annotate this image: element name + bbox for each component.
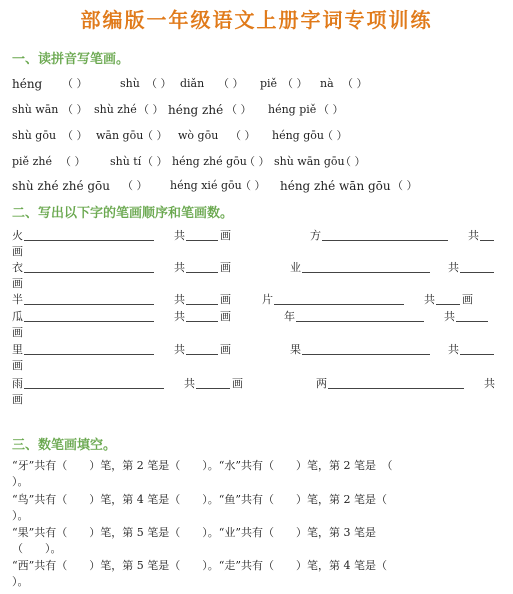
gong-label: 共 (174, 310, 185, 323)
question-text-cont[interactable]: ）。 (12, 509, 29, 522)
pinyin: héng gōu (272, 129, 324, 142)
worksheet-title: 部编版一年级语文上册字词专项训练 (80, 8, 433, 32)
hua-label: 画 (220, 261, 231, 274)
gong-label: 共 (424, 293, 435, 306)
pinyin: nà (320, 77, 334, 90)
answer-paren[interactable]: （ ） (342, 77, 368, 90)
answer-paren[interactable]: （ ） (62, 129, 88, 142)
stroke-count-line[interactable] (436, 304, 460, 305)
question-text-cont[interactable]: ）。 (12, 475, 29, 488)
gong-label: 共 (174, 261, 185, 274)
answer-paren[interactable]: （ ） (318, 103, 344, 116)
hua-label: 画 (232, 377, 243, 390)
hua-label: 画 (12, 326, 23, 339)
answer-paren[interactable]: （ ） (322, 129, 348, 142)
char-guo: 果 (290, 343, 301, 356)
stroke-count-line[interactable] (186, 304, 218, 305)
char-gua: 瓜 (12, 310, 23, 323)
question-text[interactable]: “鸟”共有（ ）笔，第 4 笔是（ ）。“鱼”共有（ ）笔，第 2 笔是（ (12, 493, 387, 506)
hua-label: 画 (12, 393, 23, 406)
pinyin-row-3 (12, 128, 507, 144)
char-ye: 业 (290, 261, 301, 274)
stroke-order-line[interactable] (24, 388, 164, 389)
pinyin: héng zhé wān gōu (280, 179, 391, 193)
stroke-count-line[interactable] (460, 272, 494, 273)
pinyin: piě (260, 77, 278, 90)
stroke-count-line[interactable] (186, 321, 218, 322)
gong-label: 共 (444, 310, 455, 323)
stroke-order-line[interactable] (328, 388, 464, 389)
answer-paren[interactable]: （ ） (142, 155, 168, 168)
answer-paren[interactable]: （ ） (122, 179, 148, 192)
char-yu: 雨 (12, 377, 23, 390)
section3-heading: 三、数笔画填空。 (12, 438, 117, 453)
stroke-count-line[interactable] (186, 354, 218, 355)
pinyin: héng zhé gōu (172, 155, 247, 168)
stroke-count-line[interactable] (186, 240, 218, 241)
answer-paren[interactable]: （ ） (60, 155, 86, 168)
pinyin: héng piě (268, 103, 317, 116)
answer-paren[interactable]: （ ） (142, 129, 168, 142)
stroke-order-line[interactable] (302, 354, 430, 355)
pinyin: piě zhé (12, 155, 52, 168)
stroke-order-line[interactable] (24, 272, 154, 273)
gong-label: 共 (174, 343, 185, 356)
stroke-order-line[interactable] (24, 354, 154, 355)
stroke-order-line[interactable] (24, 240, 154, 241)
pinyin: shù wān (12, 103, 59, 116)
stroke-count-line[interactable] (456, 321, 488, 322)
section1-heading: 一、读拼音写笔画。 (12, 52, 130, 67)
pinyin: diǎn (180, 77, 205, 90)
stroke-count-line[interactable] (480, 240, 494, 241)
hua-label: 画 (220, 310, 231, 323)
pinyin: héng zhé (168, 103, 224, 117)
hua-label: 画 (462, 293, 473, 306)
hua-label: 画 (220, 229, 231, 242)
pinyin: shù wān gōu (274, 155, 345, 168)
gong-label: 共 (448, 261, 459, 274)
answer-paren[interactable]: （ ） (146, 77, 172, 90)
stroke-question-4 (12, 558, 507, 592)
stroke-question-3 (12, 525, 507, 559)
pinyin: héng (12, 77, 43, 91)
hua-label: 画 (12, 277, 23, 290)
pinyin-row-1 (12, 76, 507, 92)
pinyin: shù gōu (12, 129, 57, 142)
answer-paren[interactable]: （ ） (230, 129, 256, 142)
stroke-order-line[interactable] (24, 304, 154, 305)
section2-heading: 二、写出以下字的笔画顺序和笔画数。 (12, 206, 234, 221)
pinyin: wān gōu (96, 129, 144, 142)
gong-label: 共 (484, 377, 495, 390)
stroke-order-line[interactable] (296, 321, 424, 322)
stroke-order-line[interactable] (274, 304, 404, 305)
gong-label: 共 (448, 343, 459, 356)
answer-paren[interactable]: （ ） (226, 103, 252, 116)
pinyin: wò gōu (178, 129, 219, 142)
answer-paren[interactable]: （ ） (240, 179, 266, 192)
hua-label: 画 (220, 343, 231, 356)
answer-paren[interactable]: （ ） (282, 77, 308, 90)
pinyin-row-4 (12, 154, 507, 170)
stroke-order-line[interactable] (24, 321, 154, 322)
stroke-count-line[interactable] (186, 272, 218, 273)
pinyin-row-2 (12, 102, 507, 118)
pinyin: héng xié gōu (170, 179, 242, 192)
answer-paren[interactable]: （ ） (392, 179, 418, 192)
answer-paren[interactable]: （ ） (244, 155, 270, 168)
pinyin-row-5 (12, 178, 507, 194)
pinyin: shù zhé zhé gōu (12, 179, 110, 193)
char-pian: 片 (262, 293, 273, 306)
char-liang: 两 (316, 377, 327, 390)
answer-paren[interactable]: （ ） (218, 77, 244, 90)
stroke-count-line[interactable] (460, 354, 494, 355)
stroke-question-1 (12, 458, 507, 492)
hua-label: 画 (12, 359, 23, 372)
hua-label: 画 (220, 293, 231, 306)
char-nian: 年 (284, 310, 295, 323)
char-ban: 半 (12, 293, 23, 306)
stroke-order-line[interactable] (302, 272, 430, 273)
char-fang: 方 (310, 229, 321, 242)
pinyin: shù (120, 77, 140, 90)
question-text[interactable]: “牙”共有（ ）笔，第 2 笔是（ ）。“水”共有（ ）笔，第 2 笔是 （ (12, 459, 393, 472)
gong-label: 共 (468, 229, 479, 242)
answer-paren[interactable]: （ ） (62, 77, 88, 90)
stroke-order-line[interactable] (322, 240, 448, 241)
gong-label: 共 (174, 293, 185, 306)
char-yi: 衣 (12, 261, 23, 274)
char-li: 里 (12, 343, 23, 356)
answer-paren[interactable]: （ ） (340, 155, 366, 168)
question-text-cont[interactable]: ）。 (12, 575, 29, 588)
question-text[interactable]: “果”共有（ ）笔，第 5 笔是（ ）。“业”共有（ ）笔，第 3 笔是 (12, 526, 376, 539)
char-huo: 火 (12, 229, 23, 242)
pinyin: shù tí (110, 155, 142, 168)
stroke-question-2 (12, 492, 507, 526)
gong-label: 共 (184, 377, 195, 390)
pinyin: shù zhé (94, 103, 137, 116)
hua-label: 画 (12, 245, 23, 258)
answer-paren[interactable]: （ ） (62, 103, 88, 116)
answer-paren[interactable]: （ ） (138, 103, 164, 116)
gong-label: 共 (174, 229, 185, 242)
stroke-count-line[interactable] (196, 388, 230, 389)
question-text[interactable]: “西”共有（ ）笔，第 5 笔是（ ）。“走”共有（ ）笔，第 4 笔是（ (12, 559, 387, 572)
question-text-cont[interactable]: （ ）。 (12, 542, 62, 555)
